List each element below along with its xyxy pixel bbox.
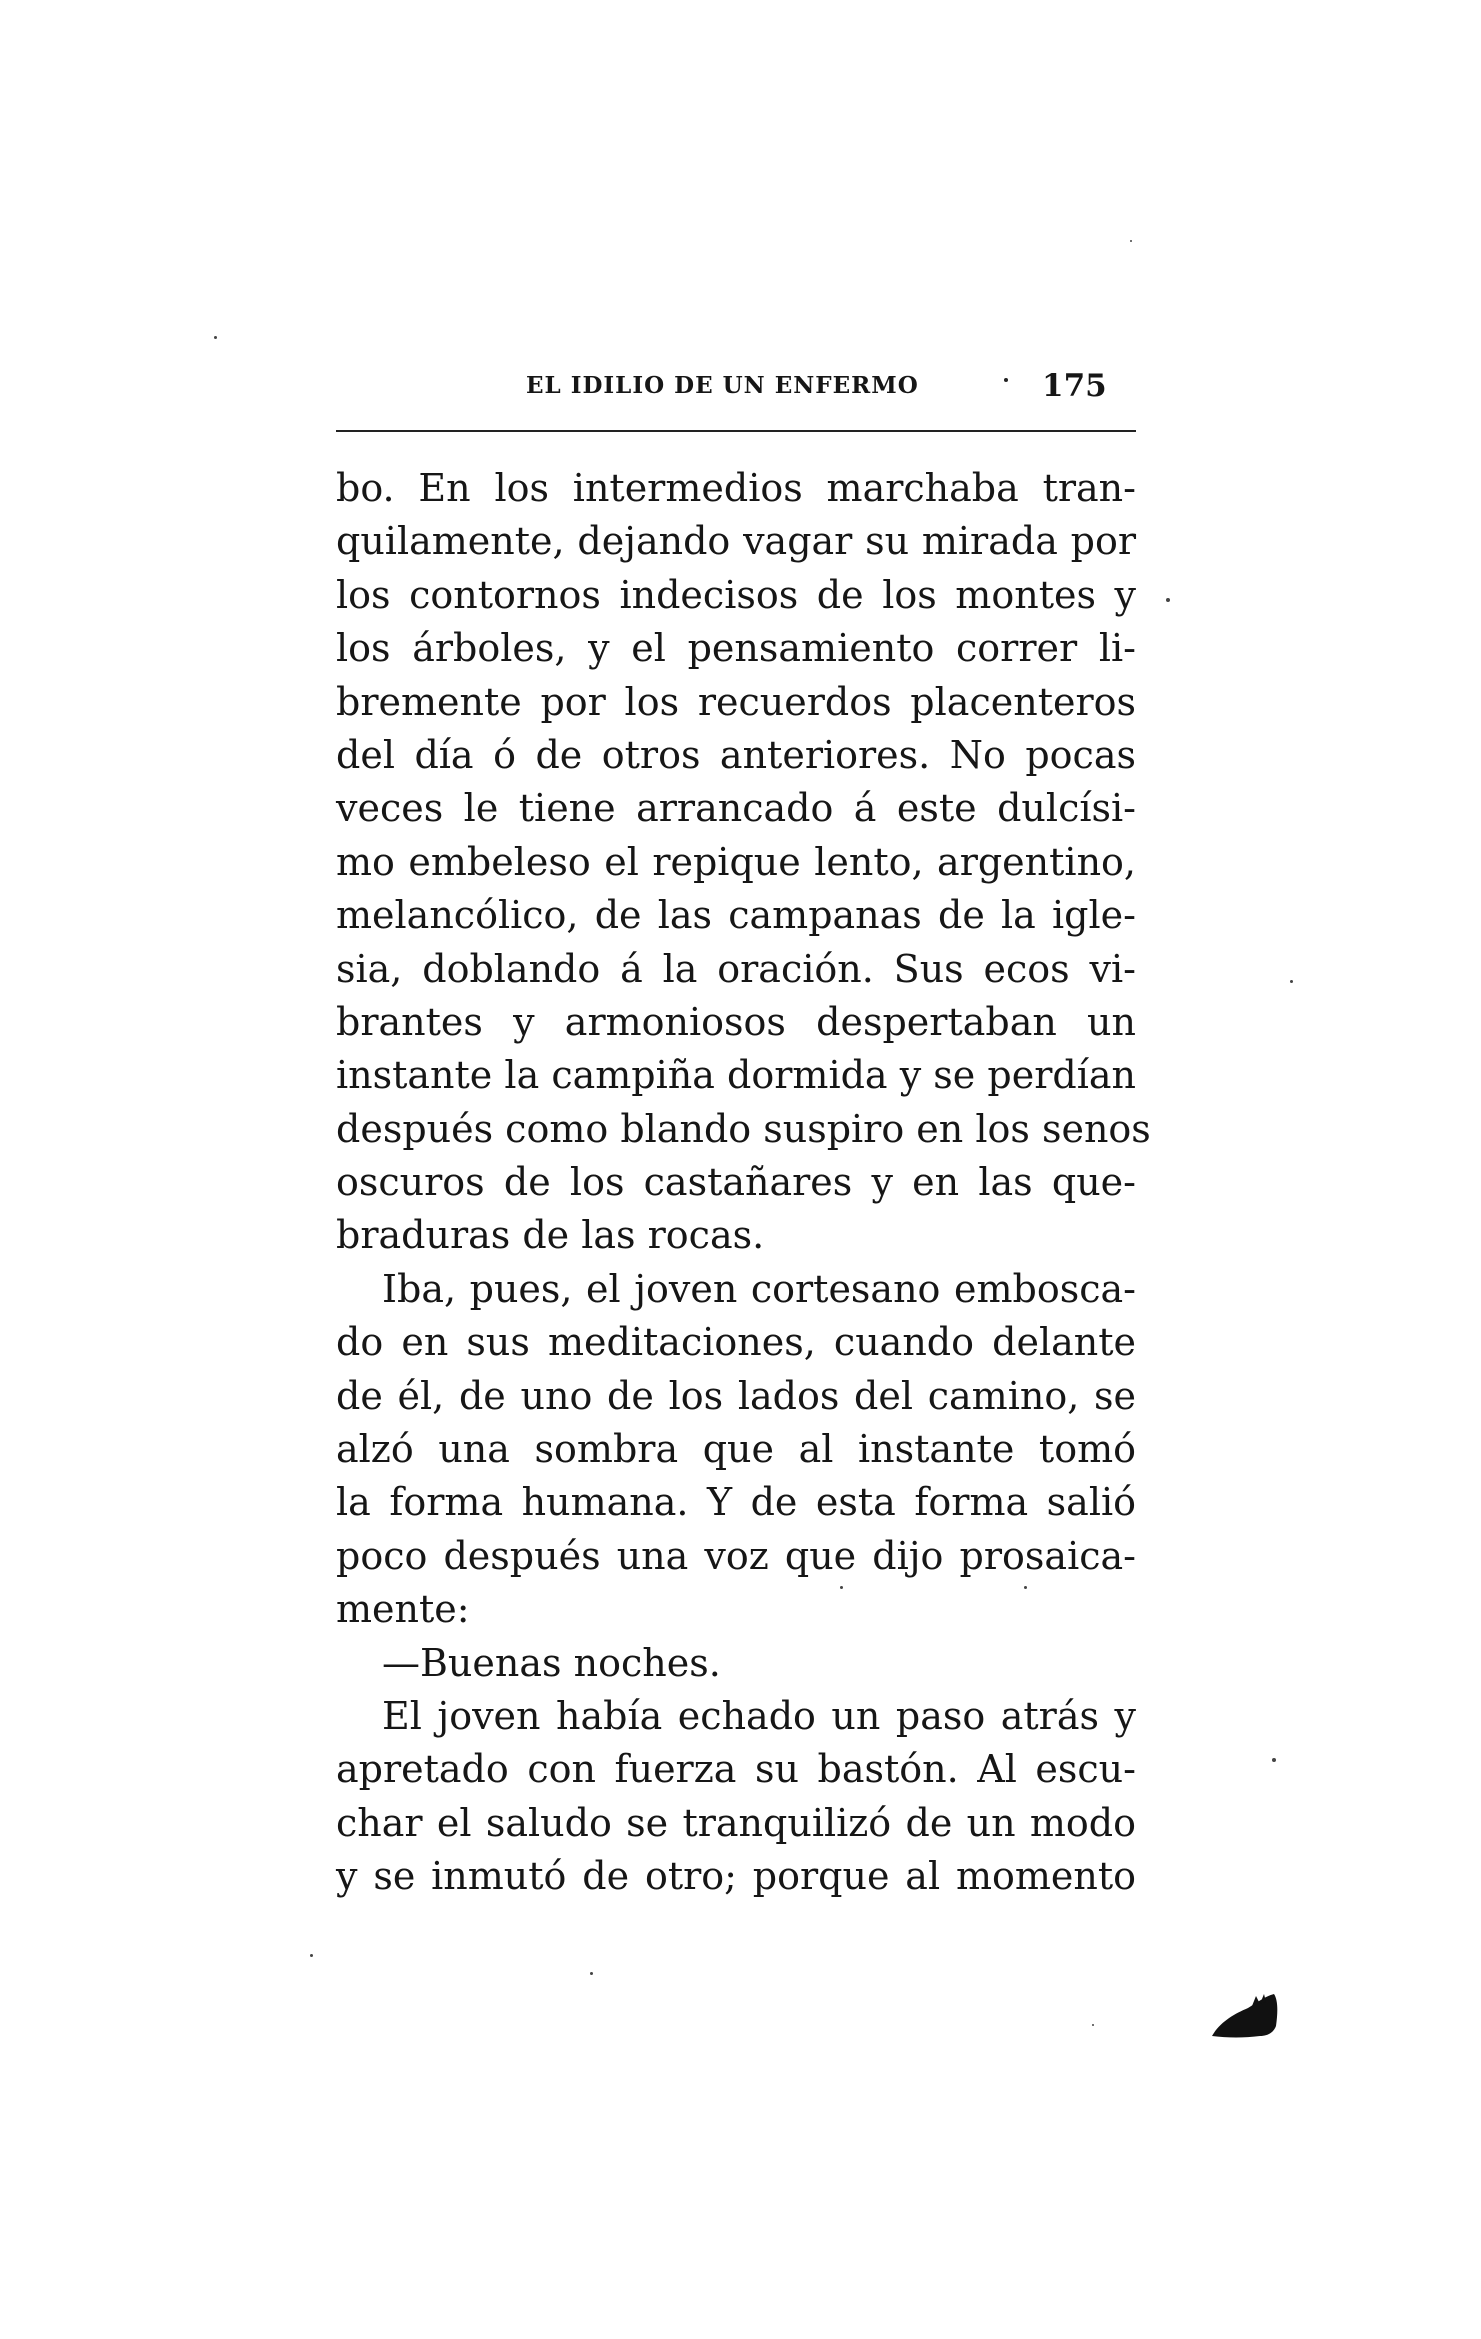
text-line: de él, de uno de los lados del camino, se xyxy=(336,1373,1136,1418)
text-line: apretado con fuerza su bastón. Al escu- xyxy=(336,1747,1136,1792)
scan-speck xyxy=(1024,1586,1027,1589)
text-line: melancólico, de las campanas de la igle- xyxy=(336,893,1136,938)
text-line: la forma humana. Y de esta forma salió xyxy=(336,1480,1136,1525)
text-line: El joven había echado un paso atrás y xyxy=(382,1693,1136,1738)
header-rule xyxy=(336,430,1136,432)
text-line: veces le tiene arrancado á este dulcísi- xyxy=(336,786,1136,831)
scan-speck xyxy=(1092,2024,1094,2026)
text-line: bremente por los recuerdos placenteros xyxy=(336,679,1136,724)
page-number: 175 xyxy=(1042,368,1107,404)
scan-speck xyxy=(590,1972,593,1975)
ink-blot xyxy=(1208,1992,1280,2040)
scan-speck xyxy=(1166,598,1170,602)
text-line: quilamente, dejando vagar su mirada por xyxy=(336,519,1136,564)
scan-speck xyxy=(840,1586,843,1589)
text-line: los contornos indecisos de los montes y xyxy=(336,572,1136,617)
text-line: y se inmutó de otro; porque al momento xyxy=(336,1854,1136,1899)
text-line: bo. En los intermedios marchaba tran- xyxy=(336,466,1136,510)
body-text xyxy=(336,462,1151,1904)
scan-speck xyxy=(1290,980,1293,983)
scan-speck xyxy=(310,1954,313,1957)
text-line: sia, doblando á la oración. Sus ecos vi- xyxy=(336,946,1136,991)
printer-dot xyxy=(1004,378,1008,382)
text-line: después como blando suspiro en los senos xyxy=(336,1106,1151,1151)
text-line: do en sus meditaciones, cuando delante xyxy=(336,1320,1136,1365)
text-line: braduras de las rocas. xyxy=(336,1213,765,1258)
scan-speck xyxy=(1272,1758,1276,1762)
text-line: char el saludo se tranquilizó de un modo xyxy=(336,1800,1136,1845)
running-head xyxy=(336,366,1136,406)
text-line: instante la campiña dormida y se perdían xyxy=(336,1053,1136,1098)
running-title: EL IDILIO DE UN ENFERMO xyxy=(526,372,919,399)
text-line: oscuros de los castañares y en las que- xyxy=(336,1160,1136,1205)
text-line: los árboles, y el pensamiento correr li- xyxy=(336,626,1136,671)
text-line: del día ó de otros anteriores. No pocas xyxy=(336,732,1136,777)
text-line: Iba, pues, el joven cortesano embosca- xyxy=(382,1266,1136,1311)
scan-speck xyxy=(214,336,217,339)
text-line: —Buenas noches. xyxy=(382,1640,721,1685)
text-line: poco después una voz que dijo prosaica- xyxy=(336,1533,1136,1578)
text-line: mente: xyxy=(336,1587,470,1632)
text-line: alzó una sombra que al instante tomó xyxy=(336,1427,1136,1472)
text-line: mo embeleso el repique lento, argentino, xyxy=(336,839,1136,884)
scan-speck xyxy=(1130,240,1132,242)
text-line: brantes y armoniosos despertaban un xyxy=(336,999,1136,1044)
